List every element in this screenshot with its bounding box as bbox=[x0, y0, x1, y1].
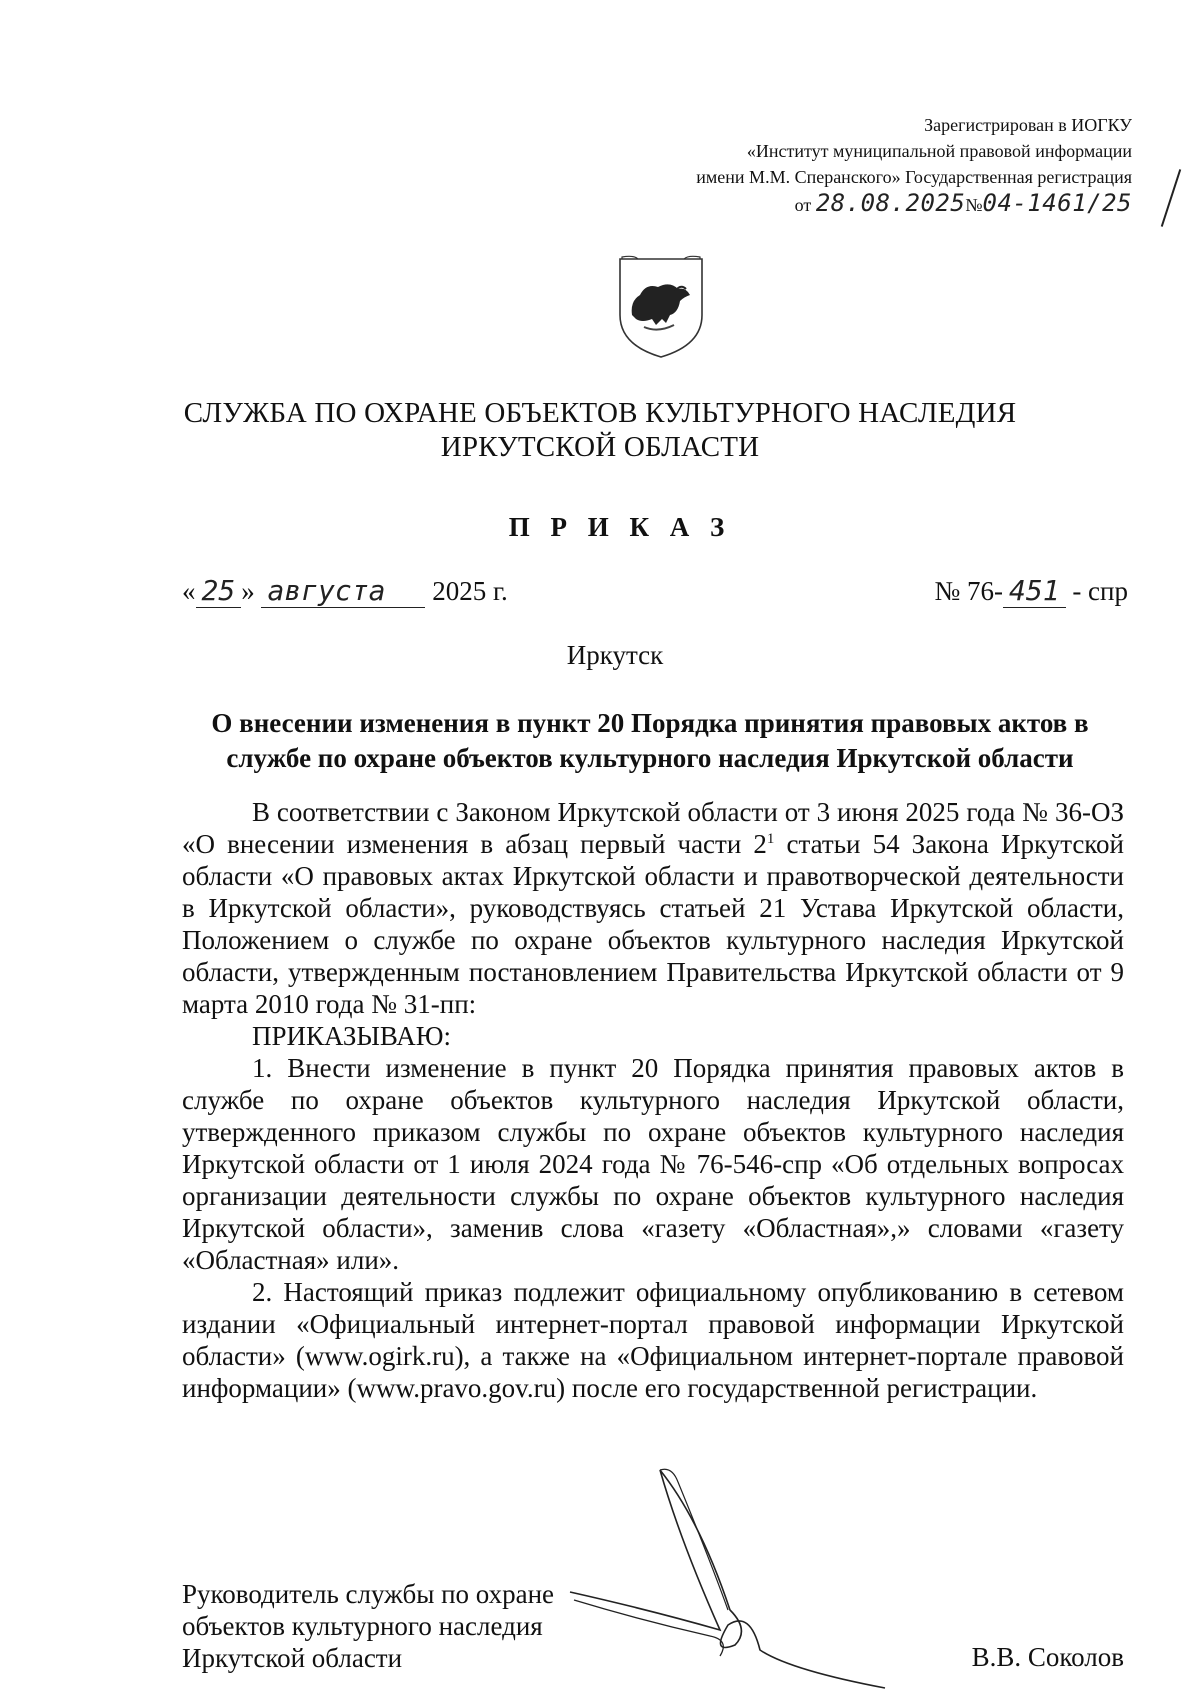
organization-name bbox=[0, 396, 1200, 464]
preamble-superscript: 1 bbox=[766, 831, 775, 847]
date-close-quote: » bbox=[241, 576, 255, 606]
order-number-handwritten: 451 bbox=[1003, 574, 1066, 608]
subject-line-2: службе по охране объектов культурного наследия Иркутской области bbox=[226, 743, 1074, 773]
registration-stamp bbox=[572, 112, 1132, 218]
date-day: 25 bbox=[196, 574, 242, 608]
date-month: августа bbox=[261, 574, 425, 608]
registration-number-prefix: № bbox=[965, 195, 983, 215]
registration-line-2: «Институт муниципальной правовой информации bbox=[746, 141, 1132, 161]
order-item-1: 1. Внести изменение в пункт 20 Порядка принятия правовых актов в службе по охране объектов культурного наследия Иркутской области, утвержденного приказом службы по охране объектов культурного наследия Иркутской области от 1 июля 2024 года № 76-546-спр «Об отдельных вопросах организации деятельности службы по охране объектов культурного наследия Иркутской области», заменив слова «газету «Областная»,» словами «газету «Областная» или». bbox=[182, 1053, 1124, 1275]
order-number bbox=[934, 574, 1128, 607]
order-body bbox=[182, 796, 1124, 1404]
order-number-prefix: № 76- bbox=[934, 576, 1003, 606]
date-open-quote: « bbox=[182, 576, 196, 606]
order-number-suffix: - спр bbox=[1072, 576, 1128, 606]
preamble-paragraph bbox=[182, 796, 1124, 1020]
registration-line-1: Зарегистрирован в ИОГКУ bbox=[924, 115, 1132, 135]
organization-line-1: СЛУЖБА ПО ОХРАНЕ ОБЪЕКТОВ КУЛЬТУРНОГО НАСЛЕДИЯ bbox=[183, 397, 1017, 429]
preamble-text-start: В соответствии с Законом Иркутской области от 3 июня 2025 года № 36-ОЗ «О внесении изменения в абзац первый части 2 bbox=[182, 797, 1124, 859]
handwritten-signature bbox=[560, 1460, 890, 1690]
order-subject bbox=[180, 706, 1120, 776]
irkutsk-coat-of-arms-icon bbox=[614, 253, 708, 361]
registration-prefix: от bbox=[794, 195, 812, 215]
registration-line-4 bbox=[572, 190, 1132, 218]
subject-line-1: О внесении изменения в пункт 20 Порядка принятия правовых актов в bbox=[211, 708, 1089, 738]
document-title: П Р И К А З bbox=[508, 512, 732, 542]
registration-number: 04-1461/25 bbox=[982, 189, 1132, 217]
date-year: 2025 г. bbox=[432, 576, 508, 606]
signatory-position-line-2: объектов культурного наследия bbox=[182, 1611, 543, 1641]
organization-line-2: ИРКУТСКОЙ ОБЛАСТИ bbox=[440, 431, 760, 463]
signatory-position-line-3: Иркутской области bbox=[182, 1643, 403, 1673]
order-word: ПРИКАЗЫВАЮ: bbox=[252, 1021, 451, 1051]
registration-line-3: имени М.М. Сперанского» Государственная регистрация bbox=[696, 167, 1132, 187]
order-date bbox=[182, 574, 508, 607]
signatory-position bbox=[182, 1578, 554, 1674]
signatory-name: В.В. Соколов bbox=[971, 1642, 1124, 1672]
signatory-position-line-1: Руководитель службы по охране bbox=[182, 1579, 555, 1609]
city: Иркутск bbox=[566, 640, 664, 670]
handwritten-slash-mark bbox=[1161, 169, 1181, 227]
registration-date: 28.08.2025 bbox=[815, 189, 966, 217]
order-item-2: 2. Настоящий приказ подлежит официальному опубликованию в сетевом издании «Официальный интернет-портал правовой информации Иркутской области» (www.ogirk.ru), а также на «Официальном интернет-портале правовой информации» (www.pravo.gov.ru) после его государственной регистрации. bbox=[182, 1277, 1124, 1403]
preamble-text-end: статьи 54 Закона Иркутской области «О правовых актах Иркутской области и правотворческой деятельности в Иркутской области», руководствуясь статьей 21 Устава Иркутской области, Положением о службе по охране объектов культурного наследия Иркутской области, утвержденным постановлением Правительства Иркутской области от 9 марта 2010 года № 31-пп: bbox=[182, 829, 1125, 1019]
